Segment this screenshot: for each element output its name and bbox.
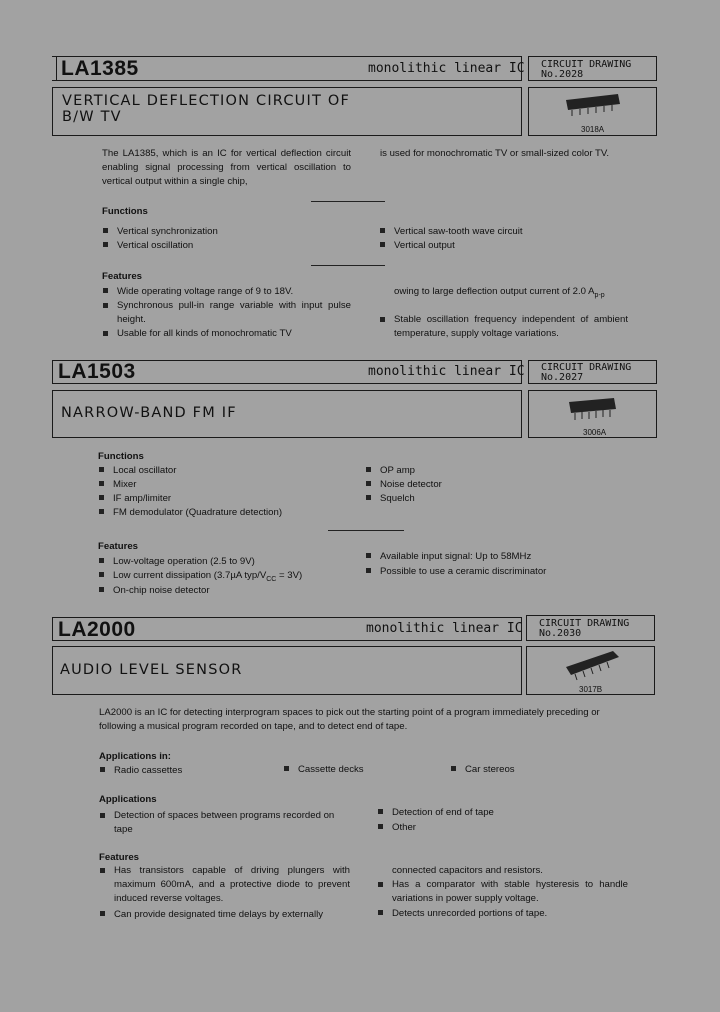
circuit-drawing-label: CIRCUIT DRAWING: [541, 362, 632, 373]
list-item: Wide operating voltage range of 9 to 18V.: [103, 285, 293, 299]
category-label: monolithic linear IC: [366, 621, 523, 636]
rule: [52, 437, 522, 438]
features-heading: Features: [99, 852, 139, 863]
rule: [56, 56, 57, 81]
list-item: Local oscillator: [99, 464, 176, 478]
list-item: Car stereos: [451, 763, 515, 777]
rule: [528, 56, 529, 81]
list-item-continued: owing to large deflection output current of 2.0 $A_{p-p}$: [394, 286, 605, 299]
rule: [521, 87, 522, 136]
list-item: Vertical oscillation: [103, 239, 193, 253]
rule: [52, 390, 522, 391]
rule: [52, 87, 53, 136]
section-title: B/W TV: [62, 109, 122, 125]
ic-package-icon: [566, 394, 624, 424]
section-title: VERTICAL DEFLECTION CIRCUIT OF: [62, 93, 350, 109]
list-item: Synchronous pull-in range variable with input pulse height.: [103, 299, 351, 327]
functions-heading: Functions: [98, 451, 144, 462]
category-label: monolithic linear IC: [368, 61, 525, 76]
rule: [52, 646, 53, 695]
rule: [528, 360, 529, 384]
rule: [656, 360, 657, 384]
rule: [52, 694, 522, 695]
list-item: IF amp/limiter: [99, 492, 171, 506]
package-code: 3017B: [579, 685, 603, 694]
rule: [526, 646, 655, 647]
features-heading: Features: [98, 541, 138, 552]
features-heading: Features: [102, 271, 142, 282]
separator: [311, 265, 385, 266]
rule: [52, 390, 53, 438]
category-label: monolithic linear IC: [368, 364, 525, 379]
rule: [656, 56, 657, 81]
applications-heading: Applications: [99, 794, 157, 805]
list-item: Vertical saw-tooth wave circuit: [380, 225, 523, 239]
rule: [528, 360, 657, 361]
list-item: Has a comparator with stable hysteresis to handle variations in power supply voltage.: [378, 878, 628, 906]
rule: [528, 87, 657, 88]
package-code: 3018A: [581, 125, 605, 134]
rule: [52, 135, 522, 136]
rule: [526, 694, 655, 695]
intro-text: The LA1385, which is an IC for vertical deflection circuit enabling signal processing from vertical oscillation to vertical output within a single chip,: [102, 148, 351, 187]
rule: [521, 390, 522, 438]
separator: [311, 201, 385, 202]
list-item: Low-voltage operation (2.5 to 9V): [99, 555, 255, 569]
rule: [526, 615, 527, 641]
list-item: Mixer: [99, 478, 136, 492]
intro-text: is used for monochromatic TV or small-sized color TV.: [380, 148, 610, 159]
rule: [528, 390, 657, 391]
rule: [528, 383, 657, 384]
list-item: Other: [378, 821, 416, 835]
section-title: AUDIO LEVEL SENSOR: [60, 662, 243, 678]
rule: [528, 56, 657, 57]
part-number: LA2000: [58, 618, 136, 641]
list-item: Available input signal: Up to 58MHz: [366, 550, 531, 564]
list-item-continued: connected capacitors and resistors.: [392, 865, 543, 876]
rule: [526, 646, 527, 695]
section-title: NARROW-BAND FM IF: [61, 405, 237, 421]
rule: [526, 640, 655, 641]
circuit-drawing-number: No.2028: [541, 69, 584, 80]
rule: [521, 646, 522, 695]
list-item: Low current dissipation (3.7µA typ/$V_{CC} = 3V$): [99, 569, 302, 587]
circuit-drawing-number: No.2030: [539, 628, 582, 639]
list-item: Detection of spaces between programs recorded on tape: [100, 809, 350, 837]
rule: [52, 360, 53, 384]
circuit-drawing-number: No.2027: [541, 372, 584, 383]
rule: [52, 87, 522, 88]
list-item: Radio cassettes: [100, 764, 182, 778]
applications-in-heading: Applications in:: [99, 751, 171, 762]
package-code: 3006A: [583, 428, 607, 437]
ic-package-icon: [563, 649, 625, 683]
part-number: LA1503: [58, 360, 136, 383]
circuit-drawing-label: CIRCUIT DRAWING: [541, 59, 632, 70]
list-item: Squelch: [366, 492, 415, 506]
rule: [656, 87, 657, 136]
separator: [328, 530, 404, 531]
rule: [528, 437, 657, 438]
list-item: Cassette decks: [284, 763, 364, 777]
rule: [656, 390, 657, 438]
circuit-drawing-label: CIRCUIT DRAWING: [539, 618, 630, 629]
rule: [52, 646, 522, 647]
list-item: Vertical synchronization: [103, 225, 218, 239]
list-item: Can provide designated time delays by externally: [100, 908, 323, 922]
list-item: Possible to use a ceramic discriminator: [366, 565, 546, 579]
rule: [654, 646, 655, 695]
rule: [528, 390, 529, 438]
rule: [52, 80, 522, 81]
list-item: Usable for all kinds of monochromatic TV: [103, 327, 351, 341]
rule: [52, 383, 522, 384]
rule: [528, 80, 657, 81]
list-item: Noise detector: [366, 478, 442, 492]
rule: [528, 87, 529, 136]
ic-package-icon: [562, 92, 624, 122]
rule: [528, 135, 657, 136]
part-number: LA1385: [61, 57, 139, 80]
list-item: Detects unrecorded portions of tape.: [378, 907, 547, 921]
functions-heading: Functions: [102, 206, 148, 217]
list-item: On-chip noise detector: [99, 584, 210, 598]
list-item: FM demodulator (Quadrature detection): [99, 506, 282, 520]
rule: [526, 615, 655, 616]
list-item: Detection of end of tape: [378, 806, 494, 820]
list-item: Stable oscillation frequency independent of ambient temperature, supply voltage variations.: [380, 313, 628, 341]
list-item: Vertical output: [380, 239, 455, 253]
list-item: OP amp: [366, 464, 415, 478]
rule: [654, 615, 655, 641]
intro-text: LA2000 is an IC for detecting interprogram spaces to pick out the starting point of a program immediately preceding or following a musical program recorded on tape, and to detect end of tape.: [99, 707, 600, 732]
list-item: Has transistors capable of driving plungers with maximum 600mA, and a protective diode to prevent induced reverse voltages.: [100, 864, 350, 906]
rule: [52, 617, 53, 641]
